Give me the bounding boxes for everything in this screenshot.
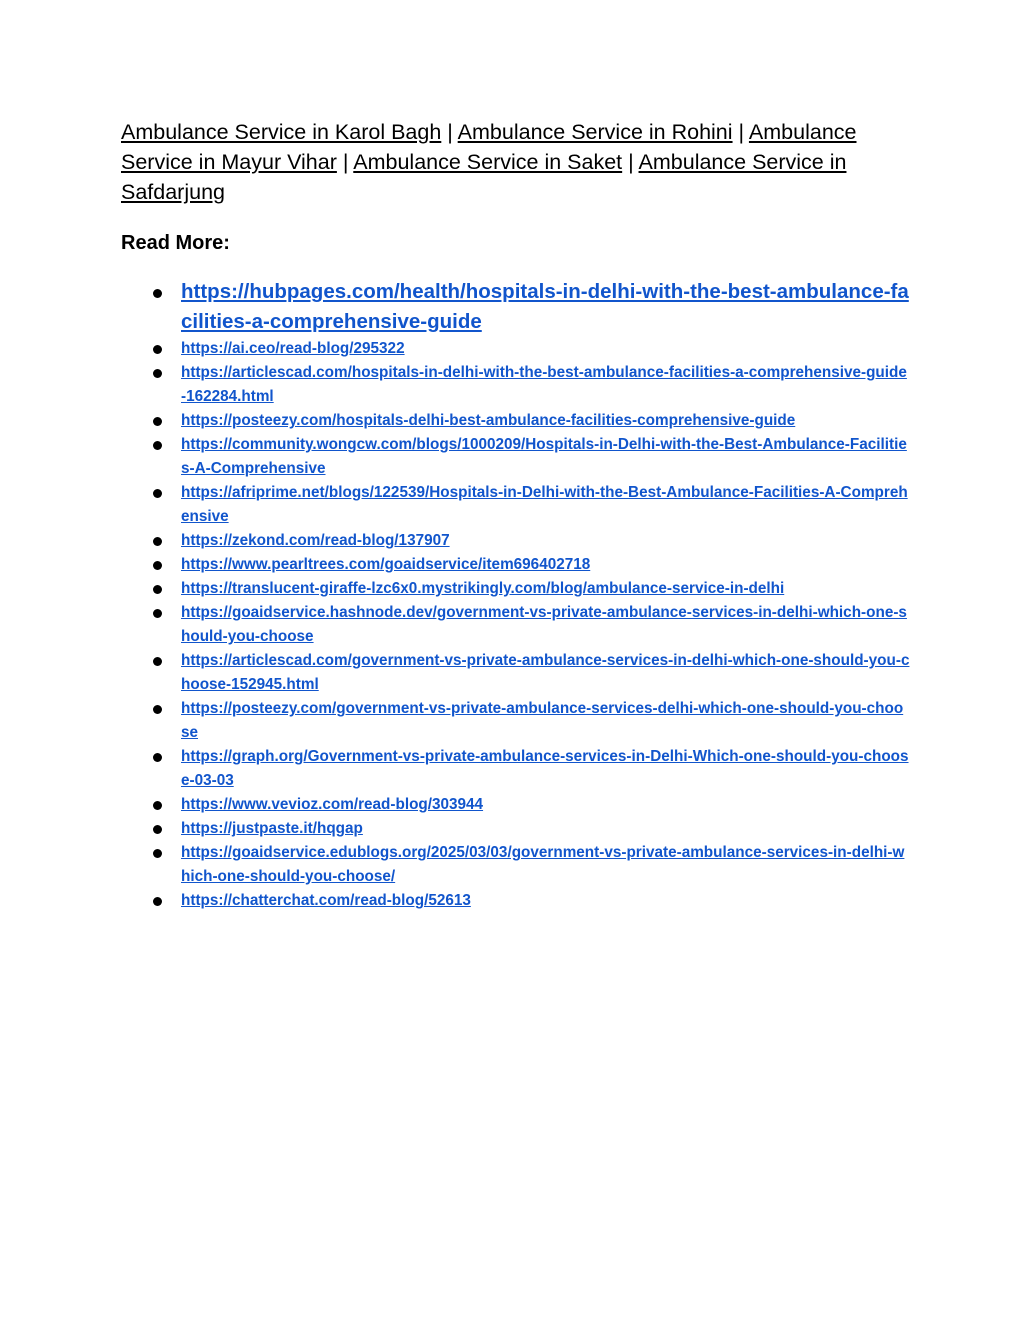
bullet-icon bbox=[153, 753, 162, 762]
read-more-heading: Read More: bbox=[121, 232, 230, 254]
list-item bbox=[121, 337, 911, 361]
list-item bbox=[121, 601, 911, 649]
list-item bbox=[121, 553, 911, 577]
bullet-icon bbox=[153, 825, 162, 834]
read-more-link[interactable]: https://articlescad.com/government-vs-private-ambulance-services-in-delhi-which-one-should-you-choose-152945.html bbox=[181, 652, 910, 693]
list-item bbox=[121, 649, 911, 697]
service-link-safdarjung[interactable]: Ambulance Service in Safdarjung bbox=[121, 150, 847, 204]
read-more-link[interactable]: https://www.pearltrees.com/goaidservice/item696402718 bbox=[181, 556, 591, 573]
bullet-icon bbox=[153, 657, 162, 666]
read-more-link[interactable]: https://articlescad.com/hospitals-in-delhi-with-the-best-ambulance-facilities-a-comprehensive-guide-162284.html bbox=[181, 364, 907, 405]
list-item bbox=[121, 793, 911, 817]
bullet-icon bbox=[153, 369, 162, 378]
bullet-icon bbox=[153, 417, 162, 426]
list-item bbox=[121, 697, 911, 745]
bullet-icon bbox=[153, 561, 162, 570]
service-link-karol-bagh[interactable]: Ambulance Service in Karol Bagh bbox=[121, 120, 442, 144]
read-more-link[interactable]: https://community.wongcw.com/blogs/1000209/Hospitals-in-Delhi-with-the-Best-Ambulance-Facilities-A-Comprehensive bbox=[181, 436, 907, 477]
bullet-icon bbox=[153, 537, 162, 546]
read-more-link[interactable]: https://graph.org/Government-vs-private-ambulance-services-in-Delhi-Which-one-should-you-choose-03-03 bbox=[181, 748, 909, 789]
read-more-link[interactable]: https://goaidservice.hashnode.dev/government-vs-private-ambulance-services-in-delhi-which-one-should-you-choose bbox=[181, 604, 907, 645]
read-more-link[interactable]: https://goaidservice.edublogs.org/2025/03/03/government-vs-private-ambulance-services-in-delhi-which-one-should-you-choose/ bbox=[181, 844, 905, 885]
read-more-link[interactable]: https://posteezy.com/government-vs-private-ambulance-services-delhi-which-one-should-you-choose bbox=[181, 700, 904, 741]
service-links-paragraph bbox=[121, 117, 906, 207]
list-item bbox=[121, 433, 911, 481]
bullet-icon bbox=[153, 705, 162, 714]
service-link-rohini[interactable]: Ambulance Service in Rohini bbox=[457, 120, 733, 144]
read-more-link[interactable]: https://afriprime.net/blogs/122539/Hospitals-in-Delhi-with-the-Best-Ambulance-Facilities-A-Comprehensive bbox=[181, 484, 908, 525]
link-separator: | bbox=[342, 150, 349, 174]
bullet-icon bbox=[153, 897, 162, 906]
list-item bbox=[121, 889, 911, 913]
link-separator: | bbox=[447, 120, 453, 144]
list-item bbox=[121, 361, 911, 409]
bullet-icon bbox=[153, 849, 162, 858]
list-item bbox=[121, 841, 911, 889]
bullet-icon bbox=[153, 609, 162, 618]
read-more-link[interactable]: https://zekond.com/read-blog/137907 bbox=[181, 532, 450, 549]
read-more-link-list bbox=[121, 277, 911, 913]
list-item bbox=[121, 577, 911, 601]
read-more-link[interactable]: https://chatterchat.com/read-blog/52613 bbox=[181, 892, 471, 909]
bullet-icon bbox=[153, 489, 162, 498]
read-more-link[interactable]: https://www.vevioz.com/read-blog/303944 bbox=[181, 796, 484, 813]
list-item bbox=[121, 409, 911, 433]
read-more-link[interactable]: https://ai.ceo/read-blog/295322 bbox=[181, 340, 405, 357]
list-item bbox=[121, 277, 911, 337]
bullet-icon bbox=[153, 801, 162, 810]
read-more-link[interactable]: https://hubpages.com/health/hospitals-in-delhi-with-the-best-ambulance-facilities-a-comprehensive-guide bbox=[181, 280, 909, 333]
bullet-icon bbox=[153, 441, 162, 450]
list-item bbox=[121, 529, 911, 553]
list-item bbox=[121, 817, 911, 841]
read-more-link[interactable]: https://translucent-giraffe-lzc6x0.mystrikingly.com/blog/ambulance-service-in-delhi bbox=[181, 580, 785, 597]
bullet-icon bbox=[153, 585, 162, 594]
service-link-saket[interactable]: Ambulance Service in Saket bbox=[353, 150, 623, 174]
bullet-icon bbox=[153, 345, 162, 354]
service-link-mayur-vihar[interactable]: Ambulance Service in Mayur Vihar bbox=[121, 120, 857, 174]
read-more-link[interactable]: https://posteezy.com/hospitals-delhi-best-ambulance-facilities-comprehensive-guide bbox=[181, 412, 796, 429]
bullet-icon bbox=[153, 289, 162, 298]
list-item bbox=[121, 745, 911, 793]
read-more-link[interactable]: https://justpaste.it/hqgap bbox=[181, 820, 363, 837]
list-item bbox=[121, 481, 911, 529]
link-separator: | bbox=[628, 150, 634, 174]
link-separator: | bbox=[738, 120, 745, 144]
